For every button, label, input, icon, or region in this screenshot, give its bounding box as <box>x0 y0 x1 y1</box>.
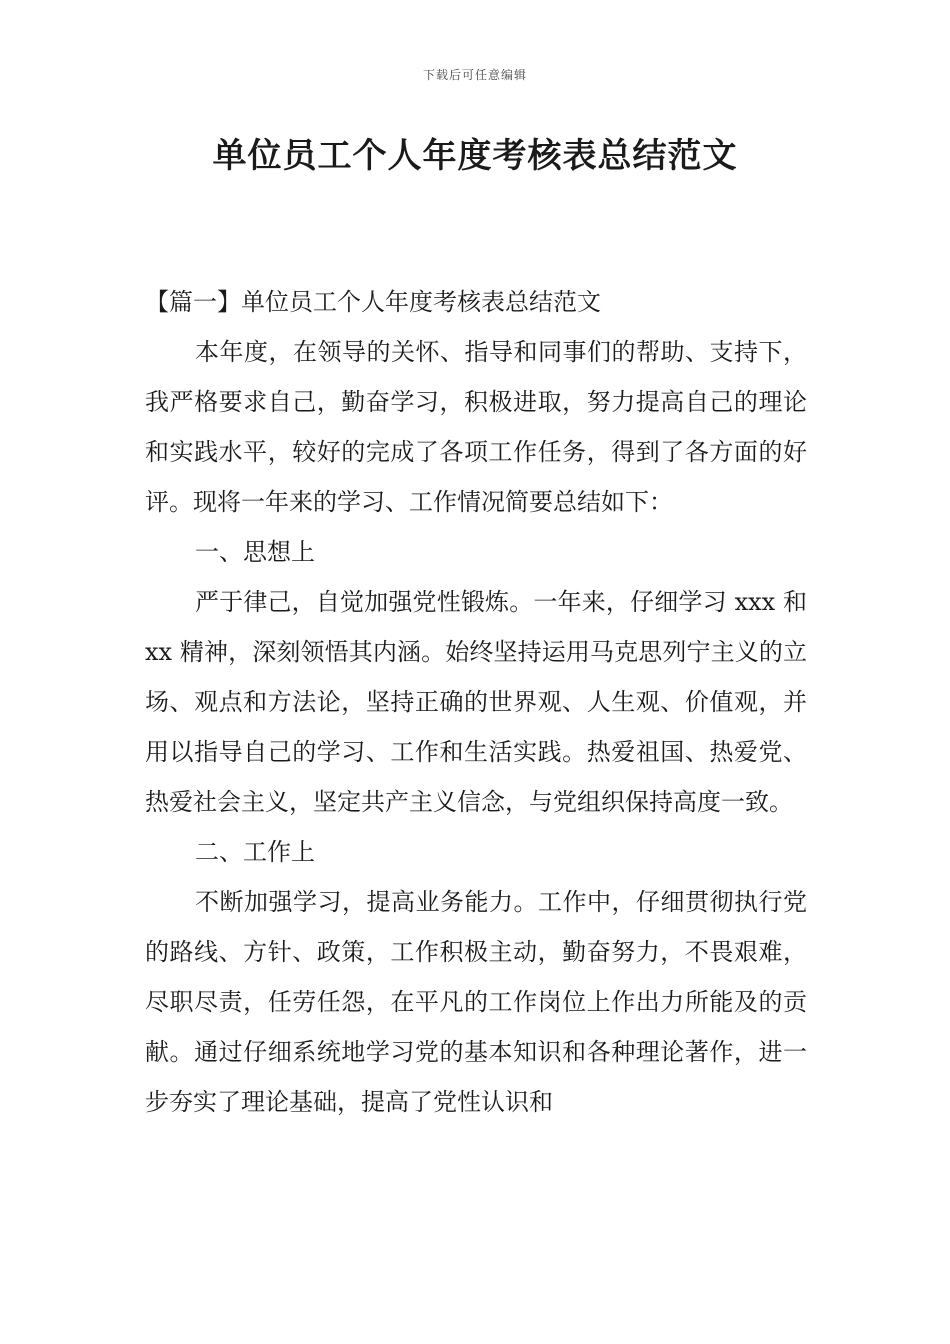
section-heading: 【篇一】单位员工个人年度考核表总结范文 <box>145 288 601 316</box>
header-note: 下载后可任意编辑 <box>422 68 527 82</box>
subheading-work: 二、工作上 <box>195 838 315 866</box>
document-title: 单位员工个人年度考核表总结范文 <box>212 136 738 176</box>
paragraph-intro: 本年度，在领导的关怀、指导和同事们的帮助、支持下，我严格要求自己，勤奋学习，积极进取，努力提高自己的理论和实践水平，较好的完成了各项工作任务，得到了各方面的好评。现将一年来的学习、工作情况简要总结如下： <box>145 338 807 516</box>
subheading-thought: 一、思想上 <box>195 538 315 566</box>
paragraph-work: 不断加强学习，提高业务能力。工作中，仔细贯彻执行党的路线、方针、政策，工作积极主动，勤奋努力，不畏艰难，尽职尽责，任劳任怨，在平凡的工作岗位上作出力所能及的贡献。通过仔细系统地学习党的基本知识和各种理论著作，进一步夯实了理论基础，提高了党性认识和 <box>145 888 807 1116</box>
paragraph-thought: 严于律己，自觉加强党性锻炼。一年来，仔细学习 xxx 和 xx 精神，深刻领悟其内涵。始终坚持运用马克思列宁主义的立场、观点和方法论，坚持正确的世界观、人生观、价值观，并用以指导自己的学习、工作和生活实践。热爱祖国、热爱党、热爱社会主义，坚定共产主义信念，与党组织保持高度一致。 <box>145 588 807 816</box>
document-body <box>145 277 807 1127</box>
